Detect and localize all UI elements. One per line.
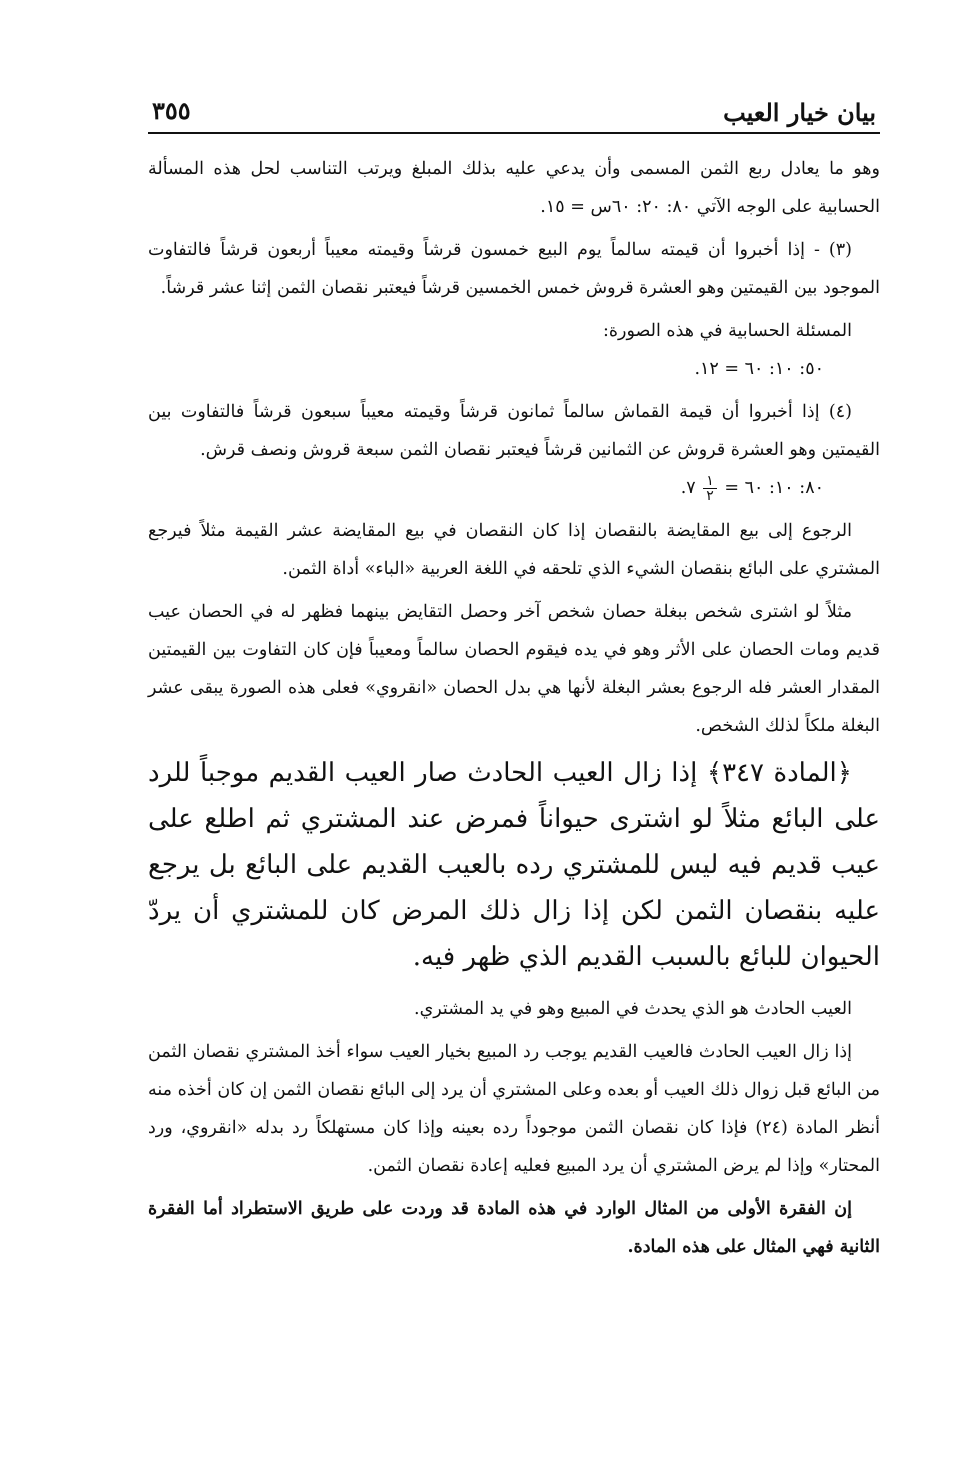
article-text: ﴿المادة ٣٤٧﴾ إذا زال العيب الحادث صار العيب القديم موجباً للرد على البائع مثلاً لو اشترى حيواناً فمرض عند المشتري ثم اطلع على عيب قديم فيه ليس للمشتري رده بالعيب القديم على البائع بل يرجع عليه بنقصان الثمن لكن إذا زال ذلك المرض كان للمشتري أن يردّ الحيوان للبائع بالسبب القديم الذي ظهر فيه.	[148, 758, 880, 972]
paragraph: وهو ما يعادل ربع الثمن المسمى وأن يدعي عليه بذلك المبلغ ويرتب التناسب لحل هذه المسألة الحسابية على الوجه الآتي ٨٠: ٢٠: ٦٠س = ١٥.	[148, 159, 880, 217]
paragraph: إن الفقرة الأولى من المثال الوارد في هذه المادة قد وردت على طريق الاستطراد أما الفقرة الثانية فهي المثال على هذه المادة.	[148, 1199, 880, 1257]
fraction-numerator: ١	[703, 474, 717, 489]
paragraph: (٤) إذا أخبروا أن قيمة القماش سالماً ثمانون قرشاً وقيمته معيباً سبعون قرشاً فالتفاوت بين القيمتين وهو العشرة قروش عن الثمانين قرشاً فيعتبر نقصان الثمن سبعة قروش ونصف قرش.	[148, 402, 880, 460]
paragraph: المسئلة الحسابية في هذه الصورة:	[602, 321, 852, 341]
running-title: بيان خيار العيب	[723, 98, 876, 127]
paragraph: العيب الحادث هو الذي يحدث في المبيع وهو في يد المشتري.	[414, 999, 852, 1019]
page-number: ٣٥٥	[152, 96, 191, 125]
fraction-denominator: ٢	[706, 488, 714, 504]
fraction	[703, 474, 717, 503]
page-header	[148, 92, 880, 134]
page-body	[148, 150, 880, 1271]
equation: ٥٠: ١٠: ٦٠ = ١٢.	[694, 359, 824, 379]
paragraph: مثلاً لو اشترى شخص ببغلة حصان شخص آخر وحصل التقايض بينهما فظهر له في الحصان عيب قديم ومات الحصان على الأثر وهو في يده فيقوم الحصان سالماً ومعيباً فإن كان التفاوت بين القيمتين المقدار العشر فله الرجوع بعشر البغلة لأنها هي بدل الحصان «انقروي» فعلى هذه الصورة يبقى عشر البغلة ملكاً لذلك الشخص.	[148, 602, 880, 736]
paragraph: (٣) - إذا أخبروا أن قيمته سالماً يوم البيع خمسون قرشاً وقيمته معيباً أربعون قرشاً فالتفاوت الموجود بين القيمتين وهو العشرة قروش خمس الخمسين قرشاً فيعتبر نقصان الثمن إثنا عشر قرشاً.	[148, 240, 880, 298]
paragraph: إذا زال العيب الحادث فالعيب القديم يوجب رد المبيع بخيار العيب سواء أخذ المشتري نقصان الثمن من البائع قبل زوال ذلك العيب أو بعده وعلى المشتري أن يرد إلى البائع نقصان الثمن إن كان أخذه منه أنظر المادة (٢٤) فإذا كان نقصان الثمن موجوداً رده بعينه وإذا كان مستهلكاً رد بدله «انقروي، ورد المحتار» وإذا لم يرض المشتري أن يرد المبيع فعليه إعادة نقصان الثمن.	[148, 1042, 880, 1176]
paragraph: الرجوع إلى بيع المقايضة بالنقصان إذا كان النقصان في بيع المقايضة عشر القيمة مثلاً فيرجع المشتري على البائع بنقصان الشيء الذي تلحقه في اللغة العربية «الباء» أداة الثمن.	[148, 521, 880, 579]
equation-part: ٨٠: ١٠: ٦٠ =	[724, 478, 824, 498]
equation	[148, 469, 880, 507]
equation-part: ٧.	[680, 478, 696, 498]
